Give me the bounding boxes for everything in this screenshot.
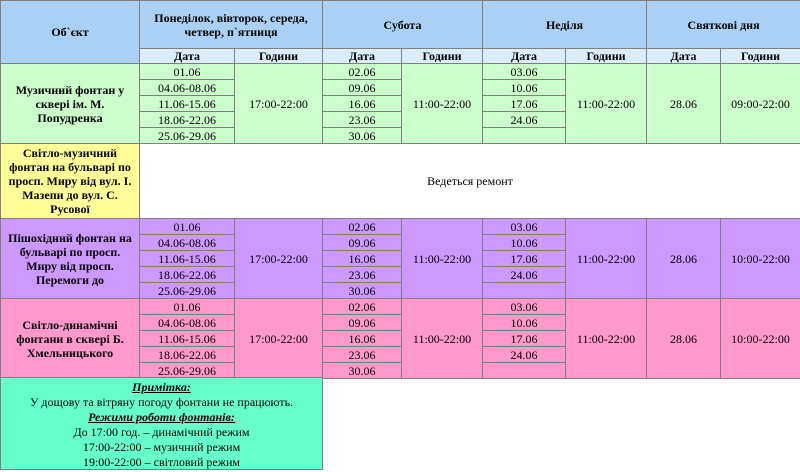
- saturday-date: 23.06: [323, 347, 402, 363]
- sunday-date: 03.06: [483, 219, 566, 235]
- weekday-date: 11.06-15.06: [140, 251, 235, 267]
- holiday-hours: 10:00-22:00: [721, 299, 800, 379]
- sunday-date: 10.06: [483, 315, 566, 331]
- sunday-date: [483, 283, 566, 299]
- weekday-date: 18.06-22.06: [140, 112, 235, 128]
- weekday-date: 04.06-08.06: [140, 80, 235, 96]
- holiday-hours: 10:00-22:00: [721, 219, 800, 299]
- weekday-date: 11.06-15.06: [140, 331, 235, 347]
- sunday-date: 24.06: [483, 112, 566, 128]
- saturday-hours: 11:00-22:00: [402, 219, 483, 299]
- weekday-date: 25.06-29.06: [140, 283, 235, 299]
- saturday-date: 23.06: [323, 267, 402, 283]
- weekday-date: 18.06-22.06: [140, 347, 235, 363]
- subheader-date: Дата: [140, 49, 235, 64]
- sunday-date: 03.06: [483, 64, 566, 80]
- repair-status: Ведеться ремонт: [140, 144, 800, 219]
- weekday-date: 01.06: [140, 299, 235, 315]
- holiday-date: 28.06: [647, 299, 721, 379]
- subheader-hours: Години: [402, 49, 483, 64]
- sunday-hours: 11:00-22:00: [566, 219, 647, 299]
- table-row: [1, 299, 800, 315]
- weekday-date: 04.06-08.06: [140, 315, 235, 331]
- saturday-date: 16.06: [323, 251, 402, 267]
- sunday-date: 10.06: [483, 80, 566, 96]
- table-row: [1, 144, 800, 219]
- mode-dynamic: До 17:00 год. – динамічний режим: [73, 425, 250, 439]
- mode-music: 17:00-22:00 – музичний режим: [82, 440, 241, 454]
- sunday-date: [483, 363, 566, 379]
- weekday-hours: 17:00-22:00: [235, 299, 323, 379]
- fountain-name: Світло-музичний фонтан на бульварі по просп. Миру від вул. І. Мазепи до вул. С. Русової: [1, 144, 140, 219]
- header-sunday: Неділя: [483, 1, 647, 49]
- weekday-date: 25.06-29.06: [140, 363, 235, 379]
- fountain-name: Музичний фонтан у сквері ім. М. Попудренка: [1, 64, 140, 144]
- subheader-hours: Години: [721, 49, 800, 64]
- fountain-name: Пішохідний фонтан на бульварі по просп. Миру від просп. Перемоги до: [1, 219, 140, 299]
- subheader-hours: Години: [566, 49, 647, 64]
- saturday-date: 09.06: [323, 235, 402, 251]
- saturday-date: 16.06: [323, 96, 402, 112]
- sunday-date: 17.06: [483, 331, 566, 347]
- mode-light: 19:00-22:00 – світловий режим: [82, 455, 241, 469]
- sunday-hours: 11:00-22:00: [566, 299, 647, 379]
- header-object: Об`єкт: [1, 1, 140, 64]
- holiday-date: 28.06: [647, 219, 721, 299]
- weekday-date: 01.06: [140, 219, 235, 235]
- table-row: [1, 219, 800, 235]
- sunday-date: 24.06: [483, 267, 566, 283]
- saturday-date: 30.06: [323, 283, 402, 299]
- subheader-date: Дата: [483, 49, 566, 64]
- sunday-date: 17.06: [483, 96, 566, 112]
- fountain-name: Світло-динамічні фонтани в сквері Б. Хмельницького: [1, 299, 140, 379]
- weekday-date: 25.06-29.06: [140, 128, 235, 144]
- saturday-date: 09.06: [323, 315, 402, 331]
- note-text: У дощову та вітряну погоду фонтани не працюють.: [29, 395, 294, 409]
- table-row: [1, 64, 800, 80]
- holiday-date: 28.06: [647, 64, 721, 144]
- saturday-date: 30.06: [323, 128, 402, 144]
- sunday-date: 03.06: [483, 299, 566, 315]
- subheader-hours: Години: [235, 49, 323, 64]
- saturday-date: 09.06: [323, 80, 402, 96]
- header-saturday: Субота: [323, 1, 483, 49]
- sunday-date: 10.06: [483, 235, 566, 251]
- saturday-date: 02.06: [323, 219, 402, 235]
- saturday-date: 02.06: [323, 64, 402, 80]
- sunday-date: 17.06: [483, 251, 566, 267]
- subheader-date: Дата: [647, 49, 721, 64]
- saturday-date: 23.06: [323, 112, 402, 128]
- weekday-date: 01.06: [140, 64, 235, 80]
- sunday-date: 24.06: [483, 347, 566, 363]
- header-holidays: Святкові дня: [647, 1, 800, 49]
- saturday-date: 02.06: [323, 299, 402, 315]
- weekday-hours: 17:00-22:00: [235, 219, 323, 299]
- weekday-date: 18.06-22.06: [140, 267, 235, 283]
- subheader-date: Дата: [323, 49, 402, 64]
- saturday-date: 30.06: [323, 363, 402, 379]
- sunday-date: [483, 128, 566, 144]
- sunday-hours: 11:00-22:00: [566, 64, 647, 144]
- note-title: Примітка:: [132, 380, 191, 394]
- weekday-date: 11.06-15.06: [140, 96, 235, 112]
- saturday-date: 16.06: [323, 331, 402, 347]
- modes-title: Режими роботи фонтанів:: [88, 410, 235, 424]
- header-weekdays: Понеділок, вівторок, середа, четвер, п`ятниця: [140, 1, 323, 49]
- holiday-hours: 09:00-22:00: [721, 64, 800, 144]
- weekday-hours: 17:00-22:00: [235, 64, 323, 144]
- saturday-hours: 11:00-22:00: [402, 299, 483, 379]
- saturday-hours: 11:00-22:00: [402, 64, 483, 144]
- note-box: [0, 377, 323, 470]
- weekday-date: 04.06-08.06: [140, 235, 235, 251]
